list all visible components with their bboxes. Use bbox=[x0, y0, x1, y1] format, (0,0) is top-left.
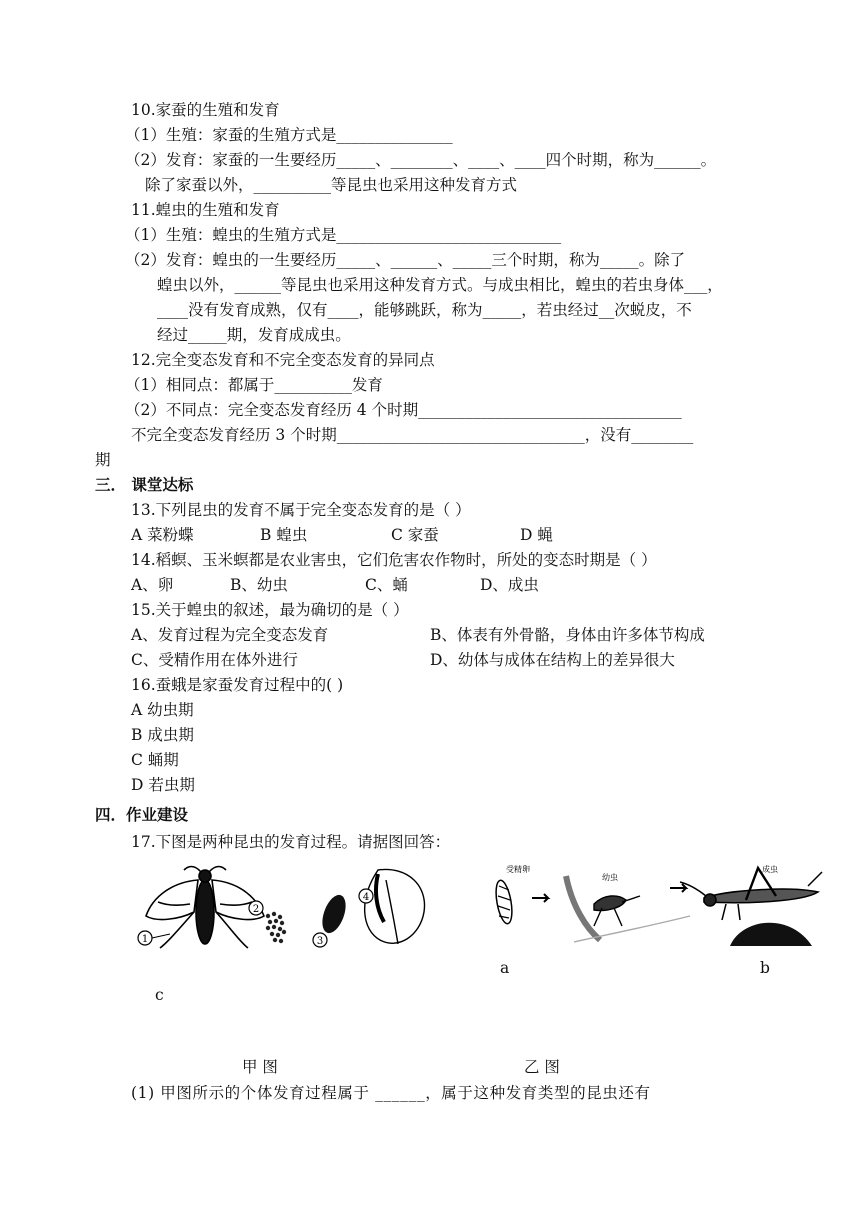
section-three-heading: 三． 课堂达标 bbox=[95, 476, 194, 494]
q11-heading: 11.蝗虫的生殖和发育 bbox=[131, 201, 280, 219]
yi-stage-label-adult: 成虫 bbox=[762, 865, 778, 874]
q15-stem: 15.关于蝗虫的叙述，最为确切的是（ ） bbox=[131, 601, 409, 619]
q13-option-b: B 蝗虫 bbox=[260, 526, 308, 544]
q16-option-a: A 幼虫期 bbox=[131, 701, 194, 719]
q11-development-line-4: 经过_____期，发育成成虫。 bbox=[157, 326, 351, 344]
q11-development-line: （2）发育：蝗虫的一生要经历_____、______、_____三个时期，称为_____。除了 bbox=[125, 251, 686, 269]
egg-pod-drawing bbox=[493, 879, 514, 925]
q15-option-d: D、幼体与成体在结构上的差异很大 bbox=[430, 651, 675, 669]
q13-stem: 13.下列昆虫的发育不属于完全变态发育的是（ ） bbox=[131, 501, 471, 519]
yi-stage-label-nymph: 幼虫 bbox=[602, 873, 618, 882]
q11-development-line-2: 蝗虫以外，______等昆虫也采用这种发育方式。与成虫相比，蝗虫的若虫身体___， bbox=[157, 276, 723, 294]
yi-letter-a: a bbox=[500, 959, 510, 977]
yi-letter-b: b bbox=[760, 959, 770, 977]
q16-option-b: B 成虫期 bbox=[131, 726, 194, 744]
yi-letter-c: c bbox=[155, 986, 164, 1004]
q14-option-a: A、卵 bbox=[131, 576, 174, 594]
leaf-larva-drawing bbox=[362, 869, 425, 944]
q12-difference-line: （2）不同点：完全变态发育经历 4 个时期__________________________________ bbox=[125, 401, 682, 419]
q12-heading: 12.完全变态发育和不完全变态发育的异同点 bbox=[131, 351, 435, 369]
q15-option-c: C、受精作用在体外进行 bbox=[131, 651, 298, 669]
q10-development-line: （2）发育：家蚕的一生要经历_____、________、____、____四个时期，称为______。 bbox=[125, 151, 717, 169]
q15-option-a: A、发育过程为完全变态发育 bbox=[131, 626, 329, 644]
q17-sub1: (1) 甲图所示的个体发育过程属于 ______，属于这种发育类型的昆虫还有 bbox=[131, 1084, 651, 1102]
q10-development-line-2: 除了家蚕以外，__________等昆虫也采用这种发育方式 bbox=[145, 176, 518, 194]
yi-stage-label-egg: 受精卵 bbox=[506, 865, 530, 874]
q12-difference-line-2: 不完全变态发育经历 3 个时期________________________________，没有________ bbox=[131, 426, 694, 444]
q11-reproduction-line: （1）生殖：蝗虫的生殖方式是_____________________________ bbox=[125, 226, 562, 244]
q13-option-a: A 菜粉蝶 bbox=[131, 526, 194, 544]
figure-jia bbox=[128, 860, 448, 960]
arrow-1 bbox=[532, 894, 548, 902]
nymph-drawing bbox=[566, 876, 690, 942]
figure-number-2: 2 bbox=[252, 904, 260, 915]
eggs-drawing bbox=[266, 912, 286, 943]
q16-option-d: D 若虫期 bbox=[131, 776, 195, 794]
figure-yi-caption: 乙 图 bbox=[524, 1058, 560, 1076]
q10-reproduction-line: （1）生殖：家蚕的生殖方式是_______________ bbox=[125, 126, 453, 144]
q11-development-line-3: ____没有发育成熟，仅有____，能够跳跃，称为_____，若虫经过__次蜕皮，不 bbox=[157, 301, 692, 319]
figure-number-1: 1 bbox=[141, 934, 149, 945]
figure-number-3: 3 bbox=[316, 936, 324, 947]
q12-difference-line-3: 期 bbox=[95, 451, 111, 469]
q17-stem: 17.下图是两种昆虫的发育过程。请据图回答： bbox=[131, 833, 451, 851]
figure-number-4: 4 bbox=[362, 892, 370, 903]
q16-stem: 16.蚕蛾是家蚕发育过程中的( ) bbox=[131, 676, 344, 694]
q15-option-b: B、体表有外骨骼，身体由许多体节构成 bbox=[430, 626, 705, 644]
q10-heading: 10.家蚕的生殖和发育 bbox=[131, 101, 280, 119]
q16-option-c: C 蛹期 bbox=[131, 751, 179, 769]
q13-option-c: C 家蚕 bbox=[391, 526, 439, 544]
q13-option-d: D 蝇 bbox=[520, 526, 553, 544]
arrow-2 bbox=[670, 884, 686, 892]
q12-similarity-line: （1）相同点：都属于__________发育 bbox=[125, 376, 383, 394]
section-four-heading: 四．作业建设 bbox=[95, 806, 189, 824]
figure-jia-caption: 甲 图 bbox=[242, 1058, 278, 1076]
adult-locust-drawing bbox=[680, 868, 822, 920]
figure-yi bbox=[490, 856, 830, 946]
pupa-drawing bbox=[318, 892, 350, 936]
q14-option-c: C、蛹 bbox=[365, 576, 408, 594]
q14-option-b: B、幼虫 bbox=[230, 576, 288, 594]
rock-drawing bbox=[730, 923, 812, 946]
q14-option-d: D、成虫 bbox=[480, 576, 539, 594]
q14-stem: 14.稻螟、玉米螟都是农业害虫，它们危害农作物时，所处的变态时期是（ ） bbox=[131, 551, 657, 569]
